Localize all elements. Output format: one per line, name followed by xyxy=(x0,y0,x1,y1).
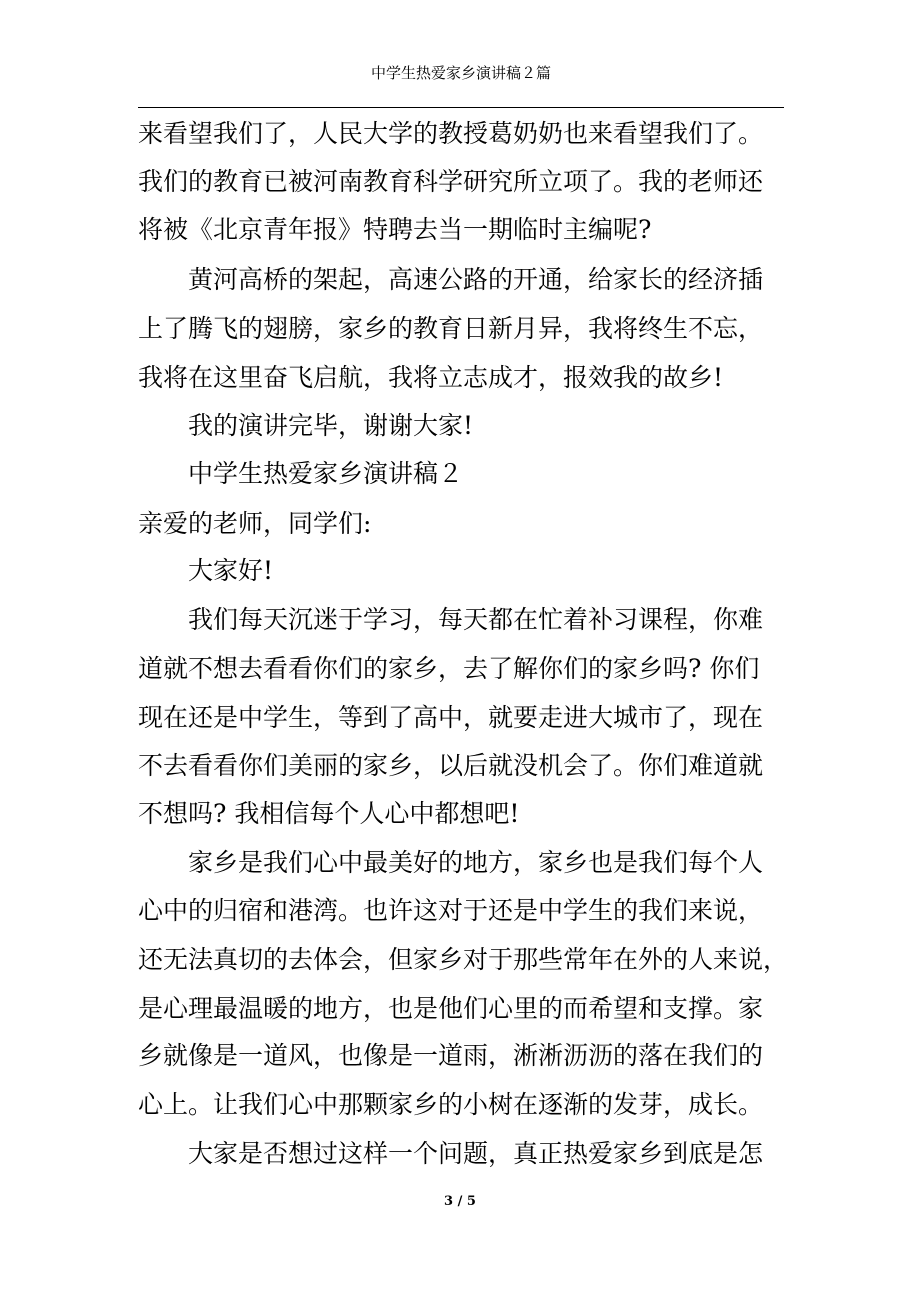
text-line: 亲爱的老师，同学们: xyxy=(138,509,372,538)
text-line: 乡就像是一道风，也像是一道雨，淅淅沥沥的落在我们的 xyxy=(138,1041,764,1070)
text-line: 是心理最温暖的地方，也是他们心里的而希望和支撑。家 xyxy=(138,994,764,1023)
section-heading: 中学生热爱家乡演讲稿２ xyxy=(188,459,464,488)
page-header-title: 中学生热爱家乡演讲稿２篇 xyxy=(370,64,551,82)
text-line: 我的演讲完毕，谢谢大家! xyxy=(188,411,474,440)
text-line: 现在还是中学生，等到了高中，就要走进大城市了，现在 xyxy=(138,703,764,732)
text-line: 心中的归宿和港湾。也许这对于还是中学生的我们来说， xyxy=(138,896,764,925)
text-line: 不去看看你们美丽的家乡，以后就没机会了。你们难道就 xyxy=(138,751,764,780)
text-line: 还无法真切的去体会，但家乡对于那些常年在外的人来说， xyxy=(138,945,789,974)
text-line: 家乡是我们心中最美好的地方，家乡也是我们每个人 xyxy=(188,848,764,877)
text-line: 将被《北京青年报》特聘去当一期临时主编呢? xyxy=(138,215,652,244)
text-line: 我们每天沉迷于学习，每天都在忙着补习课程，你难 xyxy=(188,605,764,634)
header-divider xyxy=(138,107,784,108)
page-number: 3 / 5 xyxy=(444,1194,476,1209)
text-line: 我将在这里奋飞启航，我将立志成才，报效我的故乡! xyxy=(138,363,724,392)
text-line: 黄河高桥的架起，高速公路的开通，给家长的经济插 xyxy=(188,265,764,294)
text-line: 道就不想去看看你们的家乡，去了解你们的家乡吗? 你们 xyxy=(138,654,760,683)
text-line: 大家好! xyxy=(188,556,274,585)
text-line: 我们的教育已被河南教育科学研究所立项了。我的老师还 xyxy=(138,167,764,196)
text-line: 上了腾飞的翅膀，家乡的教育日新月异，我将终生不忘， xyxy=(138,314,764,343)
text-line: 大家是否想过这样一个问题，真正热爱家乡到底是怎 xyxy=(188,1139,764,1168)
text-line: 来看望我们了，人民大学的教授葛奶奶也来看望我们了。 xyxy=(138,119,764,148)
text-line: 不想吗? 我相信每个人心中都想吧! xyxy=(138,799,520,828)
text-line: 心上。让我们心中那颗家乡的小树在逐渐的发芽，成长。 xyxy=(138,1090,764,1119)
